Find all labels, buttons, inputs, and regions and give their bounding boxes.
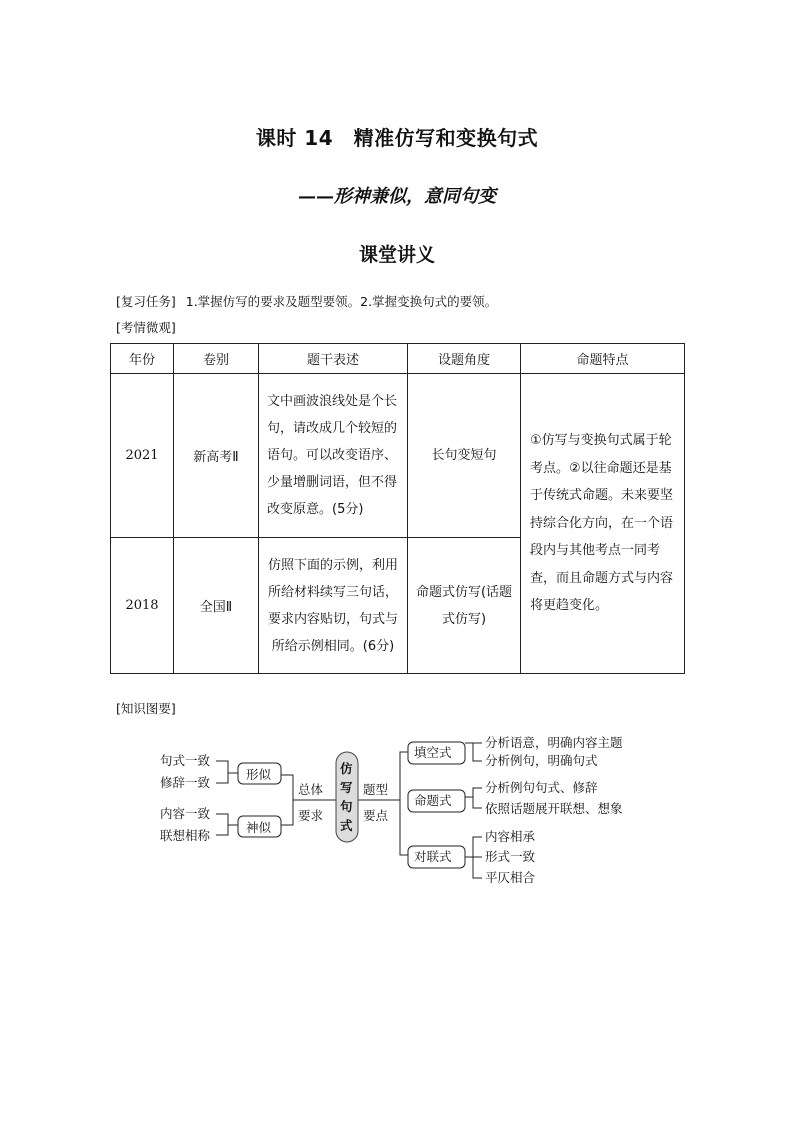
couplet-sub-bracket xyxy=(465,857,482,878)
exam-overview-tag: [考情微观] xyxy=(116,320,176,335)
knowledge-map-svg xyxy=(150,728,650,893)
table-row xyxy=(111,374,685,538)
center-char: 写 xyxy=(340,780,353,795)
type-label: 要点 xyxy=(363,808,389,823)
map-left-item: 句式一致 xyxy=(160,753,211,768)
header-angle: 设题角度 xyxy=(408,344,521,374)
type-point: 形式一致 xyxy=(485,849,536,864)
cell-features: ①仿写与变换句式属于轮考点。②以往命题还是基于传统式命题。未来要坚持综合化方向，在一个语段内与其他考点一同考查，而且命题方式与内容将更趋变化。 xyxy=(521,374,685,674)
header-paper: 卷别 xyxy=(174,344,259,374)
fill-sub-bracket xyxy=(465,743,482,761)
type-bracket xyxy=(400,752,408,855)
cell-paper: 全国Ⅱ xyxy=(174,538,259,674)
overall-label: 总体 xyxy=(298,782,324,797)
page-subtitle: ——形神兼似，意同句变 xyxy=(298,186,496,207)
table-header-row xyxy=(111,344,685,374)
type-label: 题型 xyxy=(363,782,389,797)
cell-year: 2021 xyxy=(111,374,174,538)
header-features: 命题特点 xyxy=(521,344,685,374)
form-box-label: 形似 xyxy=(246,767,272,782)
cell-angle: 命题式仿写(话题式仿写) xyxy=(408,538,521,674)
review-task xyxy=(116,292,497,310)
center-char: 仿 xyxy=(340,761,353,776)
overall-label: 要求 xyxy=(298,808,324,823)
header-stem: 题干表述 xyxy=(259,344,408,374)
type-point: 分析例句，明确句式 xyxy=(485,753,598,768)
knowledge-map-tag: [知识图要] xyxy=(116,701,176,716)
spirit-bracket xyxy=(216,814,228,835)
topic-sub-bracket xyxy=(465,797,482,808)
cell-stem: 仿照下面的示例，利用所给材料续写三句话，要求内容贴切，句式与所给示例相同。(6分) xyxy=(259,538,408,674)
center-char: 句 xyxy=(340,799,353,814)
type-point: 内容相承 xyxy=(485,829,536,844)
exam-overview-table xyxy=(110,343,685,674)
cell-stem: 文中画波浪线处是个长句，请改成几个较短的语句。可以改变语序、少量增删词语，但不得改变原意。(5分) xyxy=(259,374,408,538)
spirit-box-label: 神似 xyxy=(246,820,272,835)
cell-paper: 新高考Ⅱ xyxy=(174,374,259,538)
type-point: 依照话题展开联想、想象 xyxy=(485,801,623,816)
type-name: 命题式 xyxy=(414,793,452,808)
overall-bracket xyxy=(281,775,293,825)
page-title: 课时 14 精准仿写和变换句式 xyxy=(255,126,539,150)
type-name: 填空式 xyxy=(414,745,452,760)
type-point: 分析例句句式、修辞 xyxy=(485,780,598,795)
knowledge-map xyxy=(150,728,650,897)
cell-angle: 长句变短句 xyxy=(408,374,521,538)
review-text: 1.掌握仿写的要求及题型要领。2.掌握变换句式的要领。 xyxy=(185,294,498,309)
review-tag: [复习任务] xyxy=(116,294,176,309)
header-year: 年份 xyxy=(111,344,174,374)
cell-year: 2018 xyxy=(111,538,174,674)
type-point: 平仄相合 xyxy=(485,870,536,885)
section-heading: 课堂讲义 xyxy=(358,244,435,266)
type-point: 分析语意，明确内容主题 xyxy=(485,735,623,750)
center-char: 式 xyxy=(340,818,353,833)
map-left-item: 联想相称 xyxy=(160,828,211,843)
map-left-item: 内容一致 xyxy=(160,806,211,821)
map-left-item: 修辞一致 xyxy=(160,775,211,790)
type-name: 对联式 xyxy=(414,849,452,864)
form-bracket xyxy=(216,761,228,783)
